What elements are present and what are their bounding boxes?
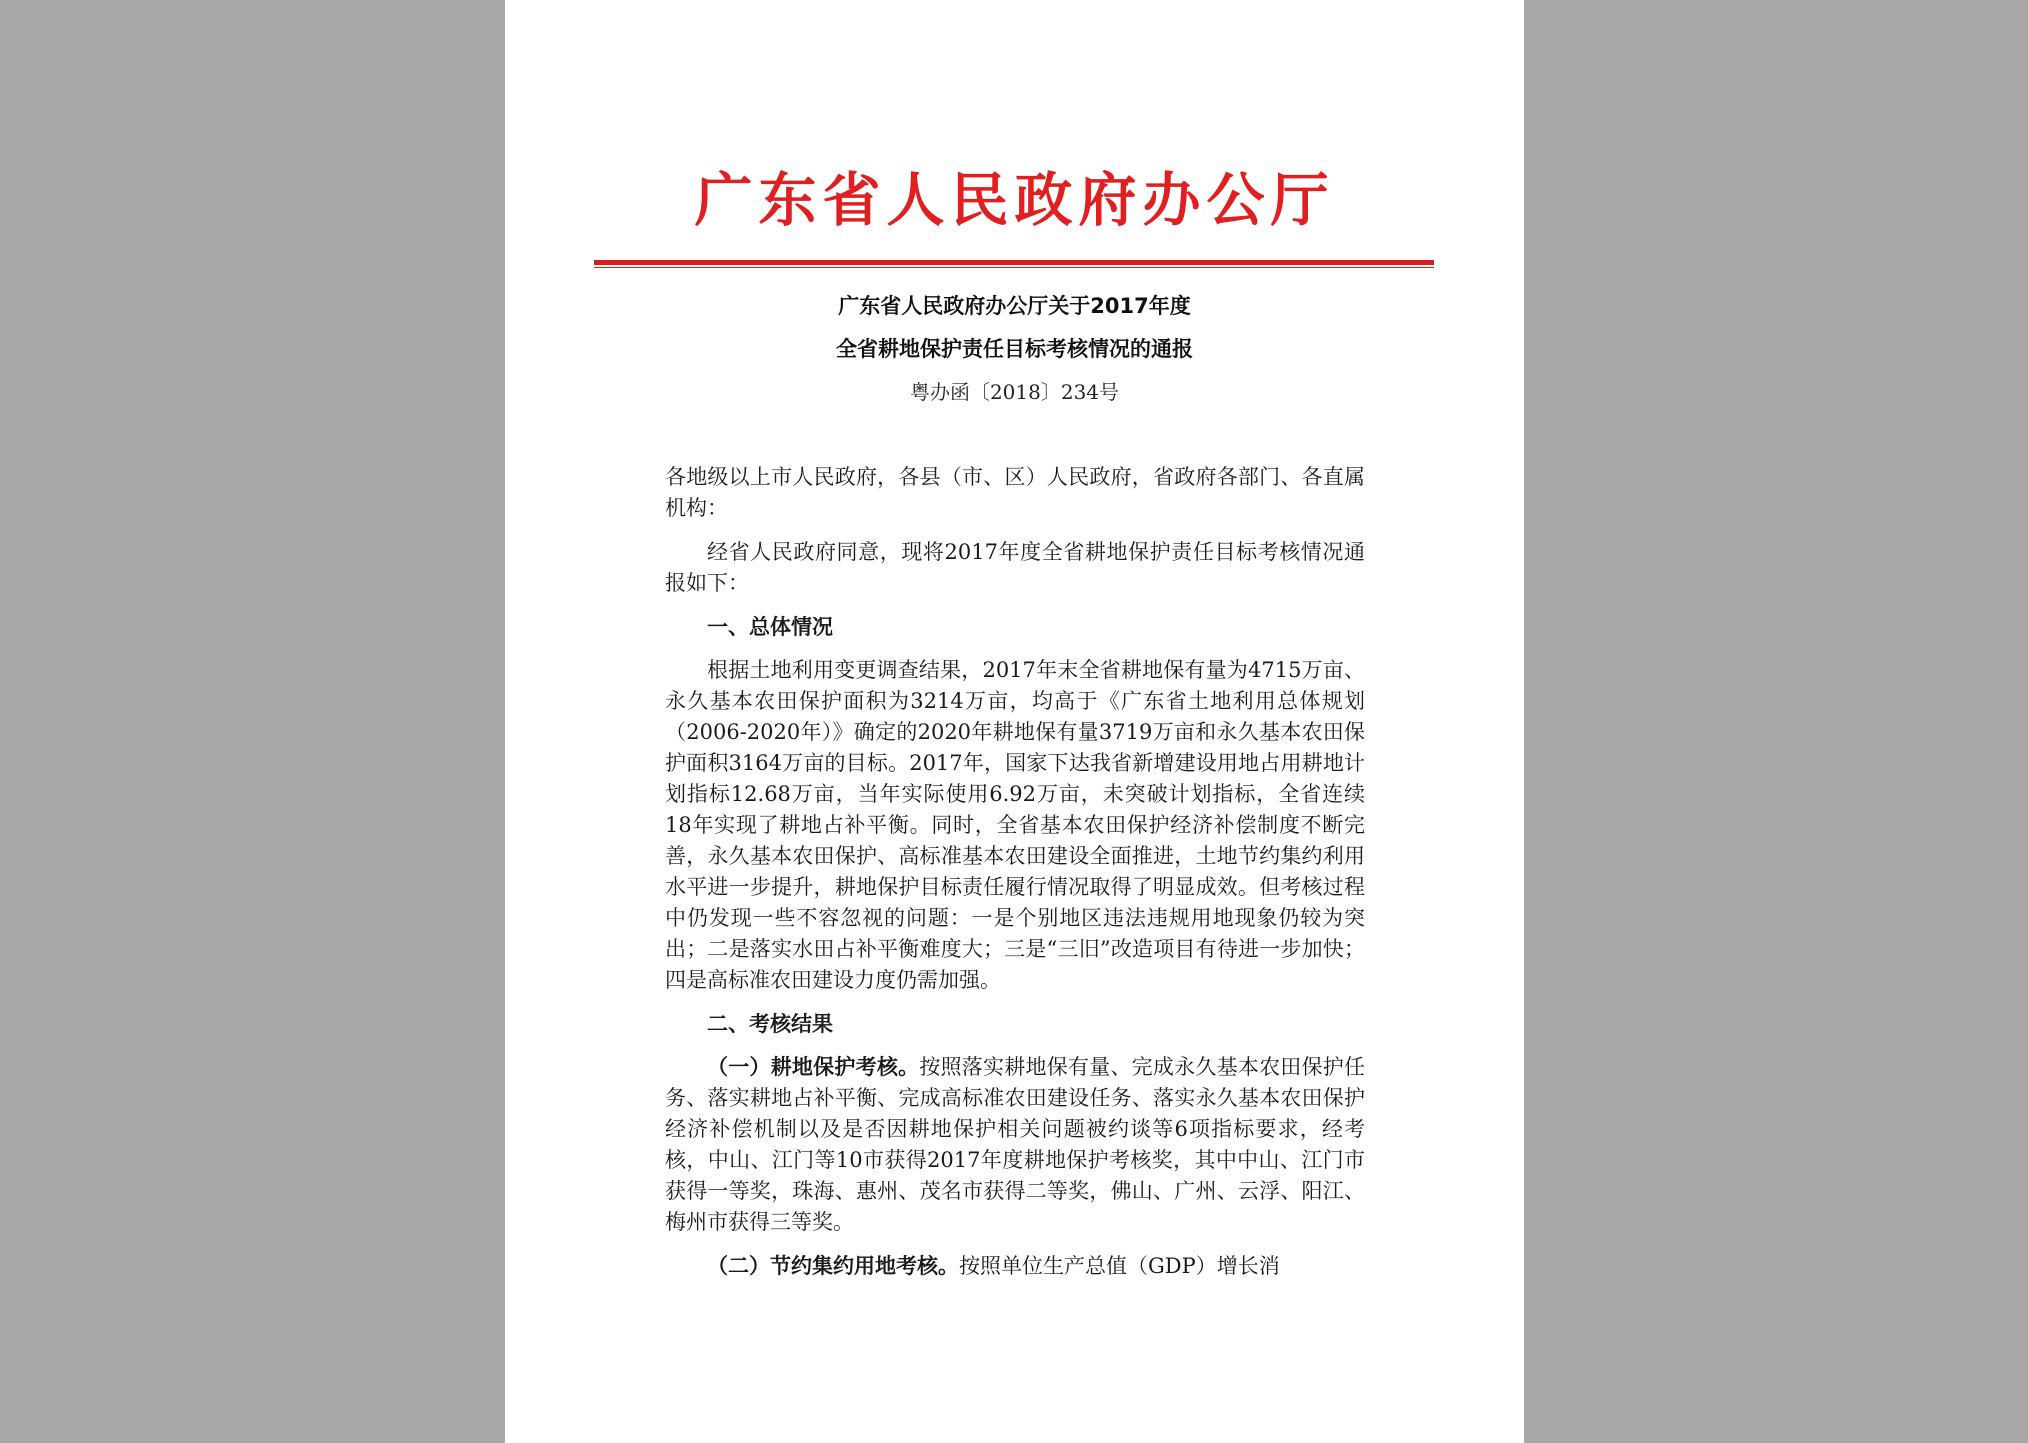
overview-paragraph: 根据土地利用变更调查结果，2017年末全省耕地保有量为4715万亩、永久基本农田保护面积为3214万亩，均高于《广东省土地利用总体规划（2006-2020年）》确定的2020年耕地保有量3719万亩和永久基本农田保护面积3164万亩的目标。2017年，国家下达我省新增建设用地占用耕地计划指标12.68万亩，当年实际使用6.92万亩，未突破计划指标，全省连续18年实现了耕地占补平衡。同时，全省基本农田保护经济补偿制度不断完善，永久基本农田保护、高标准基本农田建设全面推进，土地节约集约利用水平进一步提升，耕地保护目标责任履行情况取得了明显成效。但考核过程中仍发现一些不容忽视的问题：一是个别地区违法违规用地现象仍较为突出；二是落实水田占补平衡难度大；三是“三旧”改造项目有待进一步加快；四是高标准农田建设力度仍需加强。 — [665, 658, 1365, 992]
farmland-protection-lead: （一）耕地保护考核。 — [707, 1055, 920, 1079]
document-title-line-1: 广东省人民政府办公厅关于2017年度 — [838, 294, 1191, 318]
red-divider-thick — [594, 260, 1434, 265]
land-saving-paragraph — [665, 1251, 1365, 1282]
farmland-protection-paragraph — [665, 1052, 1365, 1238]
masthead-title: 广东省人民政府办公厅 — [694, 166, 1335, 234]
land-saving-text: 按照单位生产总值（GDP）增长消 — [959, 1254, 1280, 1278]
farmland-protection-text: 按照落实耕地保有量、完成永久基本农田保护任务、落实耕地占补平衡、完成高标准农田建设任务、落实永久基本农田保护经济补偿机制以及是否因耕地保护相关问题被约谈等6项指标要求，经考核，中山、江门等10市获得2017年度耕地保护考核奖，其中中山、江门市获得一等奖，珠海、惠州、茂名市获得二等奖，佛山、广州、云浮、阳江、梅州市获得三等奖。 — [665, 1055, 1366, 1234]
document-body — [665, 462, 1365, 1290]
land-saving-lead: （二）节约集约用地考核。 — [707, 1254, 959, 1278]
section-heading-overview: 一、总体情况 — [707, 615, 833, 639]
intro-paragraph: 经省人民政府同意，现将2017年度全省耕地保护责任目标考核情况通报如下： — [665, 540, 1365, 595]
document-title-line-2: 全省耕地保护责任目标考核情况的通报 — [836, 337, 1193, 361]
document-page — [505, 0, 1524, 1443]
document-number: 粤办函〔2018〕234号 — [909, 380, 1120, 404]
red-divider-thin — [594, 267, 1434, 268]
section-heading-results: 二、考核结果 — [707, 1012, 833, 1036]
addressees: 各地级以上市人民政府，各县（市、区）人民政府，省政府各部门、各直属机构： — [665, 465, 1365, 520]
